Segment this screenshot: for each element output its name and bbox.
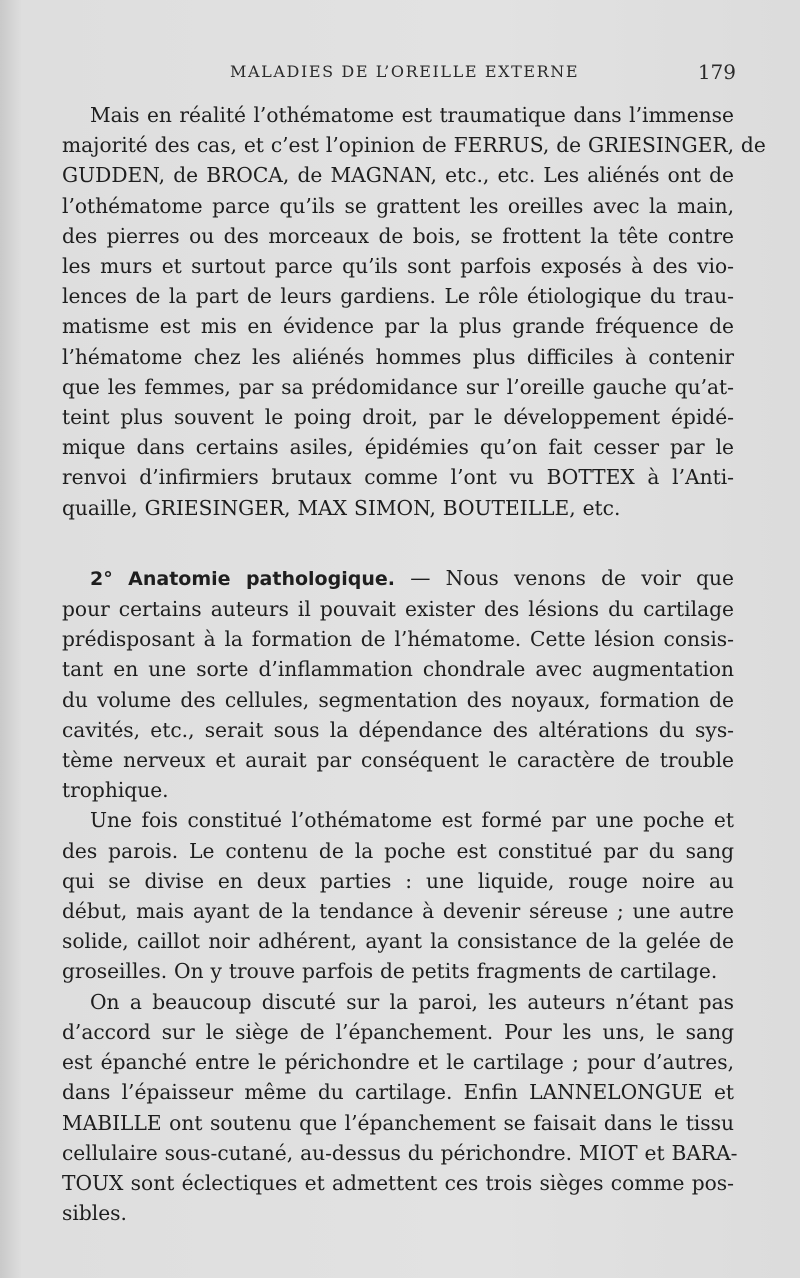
paragraph-contents [62,805,734,986]
text-line: teint plus souvent le poing droit, par le développement épidé- [62,405,734,430]
text-line: les murs et surtout parce qu’ils sont parfois exposés à des vio- [62,254,734,279]
text-line: On a beaucoup discuté sur la paroi, les auteurs n’étant pas [90,989,734,1014]
page-header [60,58,740,88]
text-line: début, mais ayant de la tendance à devenir séreuse ; une autre [62,899,734,924]
text-line: MABILLE ont soutenu que l’épanchement se faisait dans le tissu [62,1110,734,1135]
section-spacer [62,523,734,563]
text-line: lences de la part de leurs gardiens. Le rôle étiologique du trau- [62,284,734,309]
text-line: tème nerveux et aurait par conséquent le caractère de trouble [62,748,734,773]
paragraph-wall [62,987,738,1229]
paragraph-pathology [62,563,734,806]
text-line: GUDDEN, de BROCA, de MAGNAN, etc., etc. Les aliénés ont de [62,163,734,188]
text-line: que les femmes, par sa prédomidance sur l’oreille gauche qu’at- [62,374,734,399]
text-line: mique dans certains asiles, épidémies qu’on fait cesser par le [62,435,734,460]
page-number: 179 [697,60,736,84]
text-line: sibles. [62,1201,127,1226]
paragraph-etiology [62,100,766,523]
text-line: d’accord sur le siège de l’épanchement. Pour les uns, le sang [62,1019,734,1044]
text-line: majorité des cas, et c’est l’opinion de FERRUS, de GRIESINGER, de [62,133,766,158]
text-line: TOUX sont éclectiques et admettent ces trois sièges comme pos- [62,1170,734,1195]
section-first-line [62,563,734,594]
text-line: renvoi d’infirmiers brutaux comme l’ont vu BOTTEX à l’Anti- [62,465,734,490]
text-line: groseilles. On y trouve parfois de petits fragments de cartilage. [62,959,718,984]
text-line: Mais en réalité l’othématome est traumatique dans l’immense [90,103,734,127]
text-line: l’othématome parce qu’ils se grattent les oreilles avec la main, [62,193,734,218]
text-line: pour certains auteurs il pouvait exister des lésions du cartilage [62,597,734,622]
text-line: est épanché entre le périchondre et le cartilage ; pour d’autres, [62,1050,734,1075]
section-heading: 2° Anatomie pathologique. [90,567,395,590]
text-line: des pierres ou des morceaux de bois, se frottent la tête contre [62,223,734,248]
text-line: l’hématome chez les aliénés hommes plus difficiles à contenir [62,344,734,369]
text-line: tant en une sorte d’inflammation chondrale avec augmentation [62,657,734,682]
text-line: cavités, etc., serait sous la dépendance des altérations du sys- [62,717,734,742]
text-line: matisme est mis en évidence par la plus grande fréquence de [62,314,734,339]
text-line: trophique. [62,778,169,803]
text-line: prédisposant à la formation de l’hématome. Cette lésion consis- [62,627,734,652]
running-title: MALADIES DE L’OREILLE EXTERNE [230,62,580,81]
text-line: des parois. Le contenu de la poche est constitué par du sang [62,838,734,863]
text-line: dans l’épaisseur même du cartilage. Enfin LANNELONGUE et [62,1080,734,1105]
text-line: cellulaire sous-cutané, au-dessus du périchondre. MIOT et BARA- [62,1140,738,1165]
text-line: quaille, GRIESINGER, MAX SIMON, BOUTEILLE, etc. [62,495,621,520]
section-first-line-text: — Nous venons de voir que [394,565,734,590]
text-line: qui se divise en deux parties : une liquide, rouge noire au [62,868,734,893]
text-line: solide, caillot noir adhérent, ayant la consistance de la gelée de [62,929,734,954]
text-line: Une fois constitué l’othématome est formé par une poche et [90,808,734,833]
text-line: du volume des cellules, segmentation des noyaux, formation de [62,687,734,712]
body-text [62,100,766,1228]
